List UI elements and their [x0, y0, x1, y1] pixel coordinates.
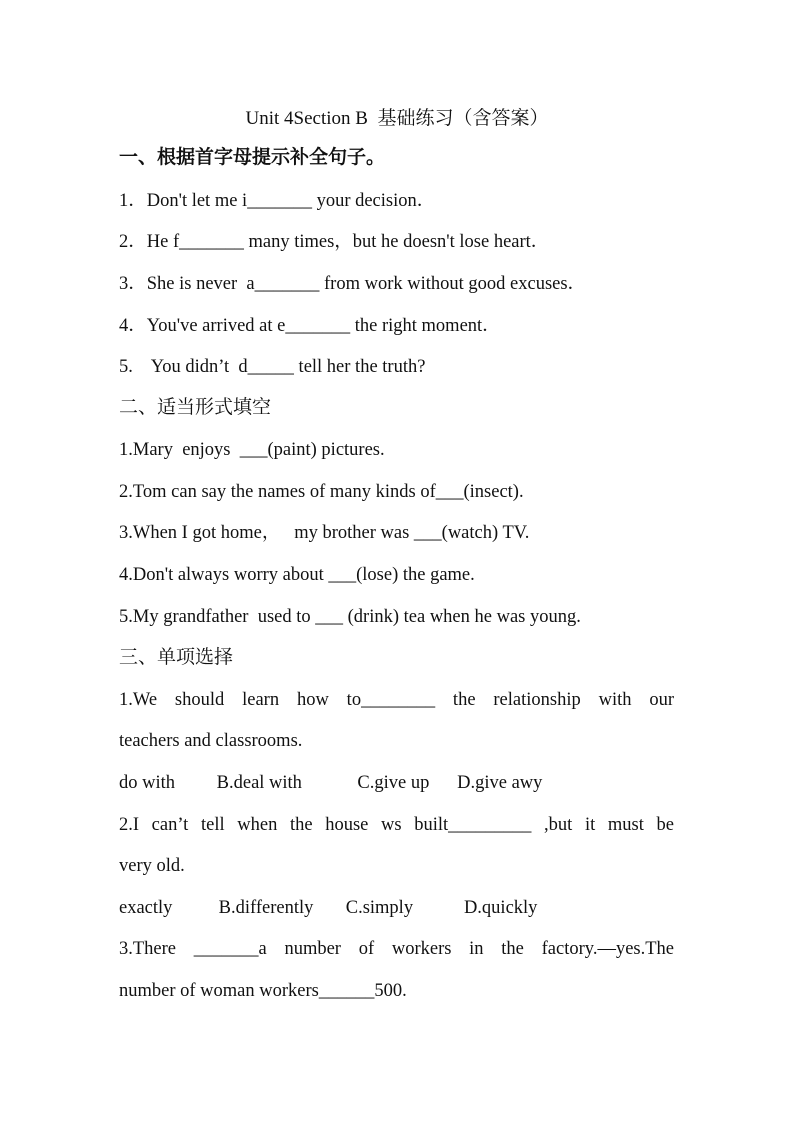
question-line-continued: teachers and classrooms. — [119, 731, 303, 751]
section-heading: 三、单项选择 — [119, 647, 234, 668]
question-line: 2.I can’t tell when the house ws built_________ ,but it must be — [119, 815, 674, 835]
question-line: 1.Mary enjoys ___(paint) pictures. — [119, 440, 385, 460]
question-line: 4.Don't always worry about ___(lose) the game. — [119, 565, 475, 585]
section-heading: 一、根据首字母提示补全句子。 — [119, 147, 386, 168]
answer-options: exactly B.differently C.simply D.quickly — [119, 898, 538, 918]
document-title: Unit 4Section B 基础练习（含答案） — [245, 108, 549, 129]
question-line: 4．You've arrived at e_______ the right moment． — [119, 316, 501, 336]
question-line: 3.When I got home， my brother was ___(watch) TV. — [119, 523, 530, 543]
question-line: 2.Tom can say the names of many kinds of___(insect). — [119, 482, 524, 502]
answer-options: do with B.deal with C.give up D.give awy — [119, 773, 543, 793]
question-line: 3.There _______a number of workers in the factory.—yes.The — [119, 939, 674, 959]
question-line: 5. You didn’t d_____ tell her the truth? — [119, 357, 426, 377]
question-line: 5.My grandfather used to ___ (drink) tea when he was young. — [119, 607, 581, 627]
question-line: 1.We should learn how to________ the relationship with our — [119, 690, 674, 710]
question-line: 1．Don't let me i_______ your decision． — [119, 191, 436, 211]
question-line-continued: very old. — [119, 856, 185, 876]
question-line-continued: number of woman workers______500. — [119, 981, 407, 1001]
section-heading: 二、适当形式填空 — [119, 397, 272, 418]
question-line: 3．She is never a_______ from work without good excuses． — [119, 274, 587, 294]
question-line: 2．He f_______ many times，but he doesn't lose heart． — [119, 232, 550, 252]
